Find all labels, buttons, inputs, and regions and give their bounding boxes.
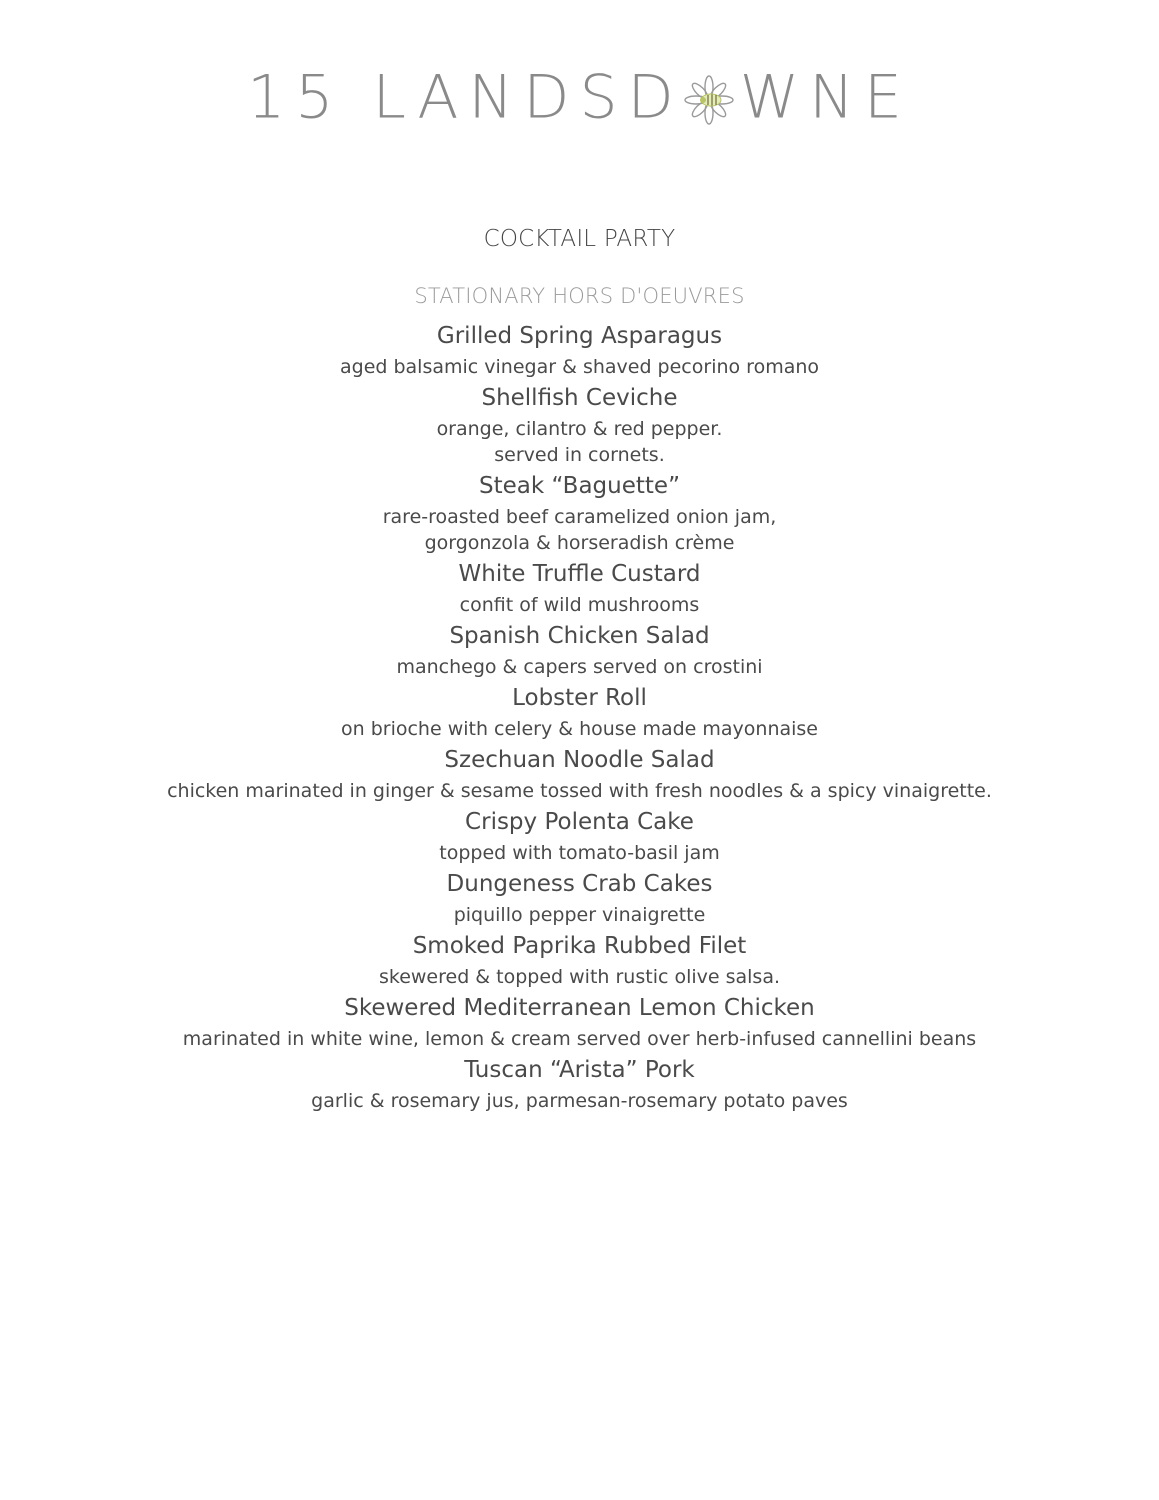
menu-item-description: served in cornets. <box>494 444 665 466</box>
menu-item <box>0 866 1159 928</box>
menu-item-description: on brioche with celery & house made mayonnaise <box>341 718 818 740</box>
logo-text-before: 15 LANDSD <box>247 62 684 133</box>
menu-item <box>0 928 1159 990</box>
menu-item-name: Tuscan “Arista” Pork <box>464 1057 695 1083</box>
menu-item-description: gorgonzola & horseradish crème <box>424 532 735 554</box>
menu-item <box>0 380 1159 468</box>
menu-item-description: confit of wild mushrooms <box>459 594 700 616</box>
menu-item-name: White Truffle Custard <box>458 561 701 587</box>
menu-item-name: Skewered Mediterranean Lemon Chicken <box>344 995 815 1021</box>
logo-text-after: WNE <box>739 62 912 133</box>
menu-item-description: aged balsamic vinegar & shaved pecorino romano <box>339 356 820 378</box>
menu-item <box>0 556 1159 618</box>
menu-item <box>0 804 1159 866</box>
menu-item-name: Dungeness Crab Cakes <box>446 871 713 897</box>
menu-item <box>0 742 1159 804</box>
menu-item-name: Crispy Polenta Cake <box>465 809 694 835</box>
menu-item-name: Szechuan Noodle Salad <box>444 747 715 773</box>
menu-item-description: manchego & capers served on crostini <box>396 656 763 678</box>
menu-item <box>0 990 1159 1052</box>
menu-item <box>0 680 1159 742</box>
menu-item-name: Grilled Spring Asparagus <box>436 323 723 349</box>
restaurant-logo <box>0 58 1159 134</box>
menu-item-description: rare-roasted beef caramelized onion jam, <box>382 506 777 528</box>
menu-item-name: Spanish Chicken Salad <box>449 623 710 649</box>
menu-item <box>0 468 1159 556</box>
menu-item-description: garlic & rosemary jus, parmesan-rosemary potato paves <box>311 1090 848 1112</box>
menu-item-name: Shellfish Ceviche <box>481 385 678 411</box>
daisy-bee-icon <box>684 69 734 119</box>
page-title: COCKTAIL PARTY <box>483 226 676 252</box>
menu-item-description: topped with tomato-basil jam <box>439 842 720 864</box>
section-title: STATIONARY HORS D'OEUVRES <box>414 284 745 308</box>
menu-item <box>0 318 1159 380</box>
menu-item <box>0 1052 1159 1114</box>
menu-item-name: Smoked Paprika Rubbed Filet <box>412 933 747 959</box>
menu-item-description: marinated in white wine, lemon & cream served over herb-infused cannellini beans <box>182 1028 977 1050</box>
menu-item-description: skewered & topped with rustic olive salsa. <box>378 966 781 988</box>
menu-item <box>0 618 1159 680</box>
menu-item-name: Lobster Roll <box>512 685 647 711</box>
menu-item-description: orange, cilantro & red pepper. <box>436 418 723 440</box>
menu-list <box>0 318 1159 1114</box>
menu-item-description: piquillo pepper vinaigrette <box>453 904 706 926</box>
menu-item-description: chicken marinated in ginger & sesame tossed with fresh noodles & a spicy vinaigrette. <box>167 780 992 802</box>
menu-item-name: Steak “Baguette” <box>478 473 680 499</box>
